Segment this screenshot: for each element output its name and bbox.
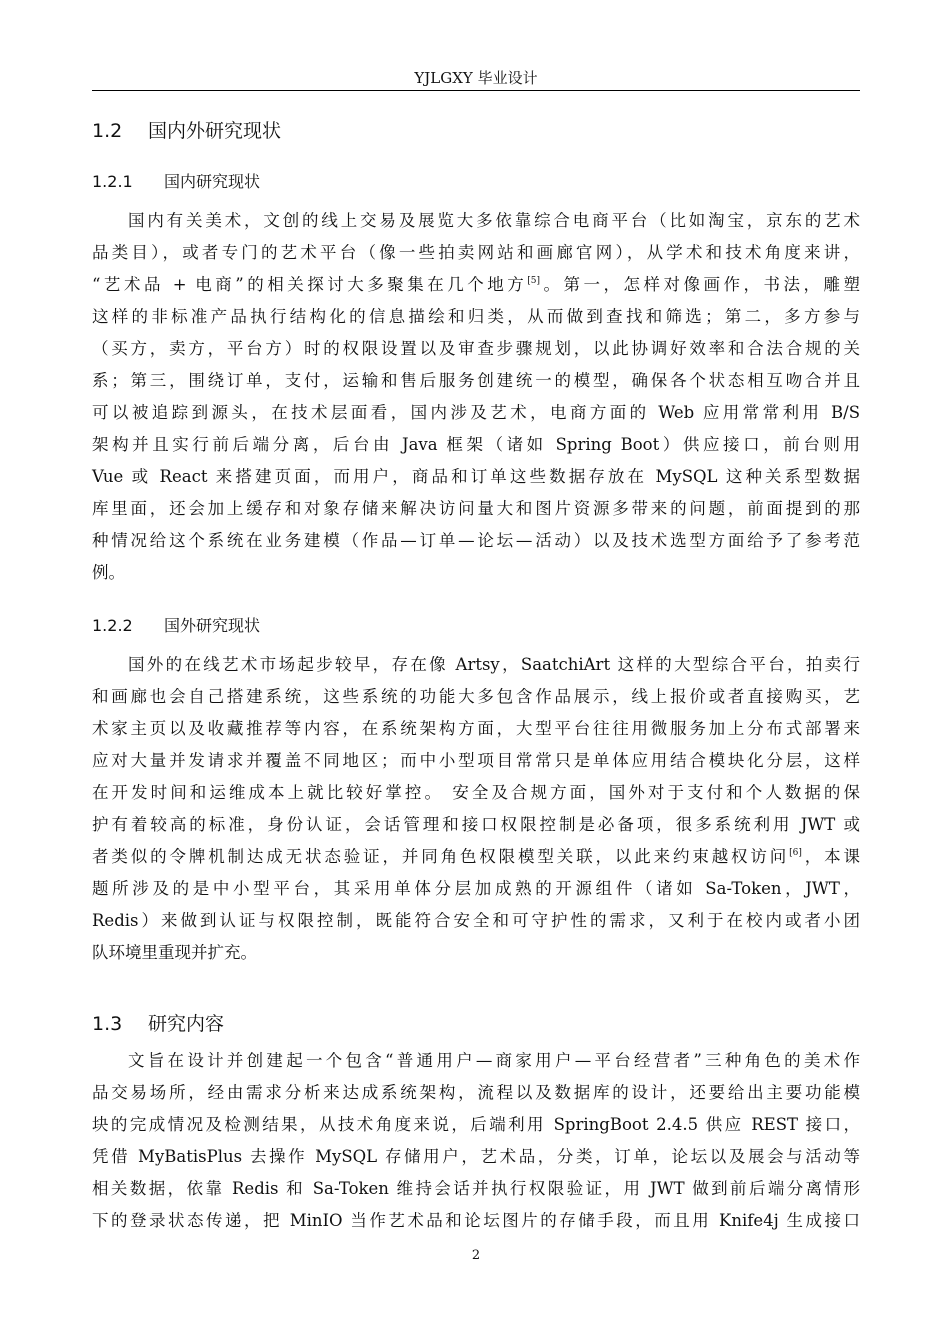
- text-line: 应对大量并发请求并覆盖不同地区；而中小型项目常常只是单体应用结合模块化分层，这样: [92, 751, 860, 770]
- running-header: YJLGXY 毕业设计: [414, 69, 538, 87]
- header-rule: [92, 90, 860, 91]
- subsection-heading-1-2-1: [92, 171, 260, 193]
- text-line: 系；第三，围绕订单，支付，运输和售后服务创建统一的模型，确保各个状态相互吻合并且: [92, 371, 860, 390]
- section-number: 1.3: [92, 1013, 123, 1035]
- text-line: 品类目），或者专门的艺术平台（像一些拍卖网站和画廊官网），从学术和技术角度来讲，: [92, 243, 860, 262]
- section-heading-1-3: [92, 1011, 224, 1037]
- subsection-number: 1.2.1: [92, 172, 133, 191]
- text-line: （买方，卖方，平台方）时的权限设置以及审查步骤规划，以此协调好效率和合法合规的关: [92, 339, 860, 358]
- text-line: 文旨在设计并创建起一个包含“普通用户—商家用户—平台经营者”三种角色的美术作: [128, 1051, 860, 1070]
- text-line: 相关数据，依靠 Redis 和 Sa-Token 维持会话并执行权限验证，用 JWT 做到前后端分离情形: [92, 1179, 860, 1198]
- subsection-title: 国内研究现状: [164, 172, 261, 191]
- text-line: 国内有关美术，文创的线上交易及展览大多依靠综合电商平台（比如淘宝，京东的艺术: [128, 211, 860, 230]
- text-line: 队环境里重现并扩充。: [92, 943, 257, 962]
- text-line: 下的登录状态传递，把 MinIO 当作艺术品和论坛图片的存储手段，而且用 Knife4j 生成接口: [92, 1211, 860, 1230]
- text-segment: 。第一，怎样对像画作，书法，雕塑: [539, 275, 861, 294]
- text-line: 术家主页以及收藏推荐等内容，在系统架构方面，大型平台往往用微服务加上分布式部署来: [92, 719, 860, 738]
- subsection-heading-1-2-2: [92, 615, 260, 637]
- text-line: Vue 或 React 来搭建页面，而用户，商品和订单这些数据存放在 MySQL 这种关系型数据: [92, 467, 860, 486]
- text-line: 这样的非标准产品执行结构化的信息描绘和归类，从而做到查找和筛选；第二，多方参与: [92, 307, 860, 326]
- subsection-title: 国外研究现状: [164, 616, 261, 635]
- text-line: 题所涉及的是中小型平台，其采用单体分层加成熟的开源组件（诸如 Sa-Token，JWT，: [92, 879, 860, 898]
- text-line: [92, 841, 860, 873]
- text-line: 种情况给这个系统在业务建模（作品—订单—论坛—活动）以及技术选型方面给予了参考范: [92, 531, 860, 550]
- paragraph-foreign-research: [92, 649, 860, 969]
- paragraph-research-content: [92, 1045, 860, 1237]
- subsection-number: 1.2.2: [92, 616, 133, 635]
- text-line: 架构并且实行前后端分离，后台由 Java 框架（诸如 Spring Boot）供应接口，前台则用: [92, 435, 860, 454]
- section-title: 研究内容: [148, 1013, 225, 1035]
- text-line: 品交易场所，经由需求分析来达成系统架构，流程以及数据库的设计，还要给出主要功能模: [92, 1083, 860, 1102]
- section-title: 国内外研究现状: [148, 120, 282, 142]
- text-line: 库里面，还会加上缓存和对象存储来解决访问量大和图片资源多带来的问题，前面提到的那: [92, 499, 860, 518]
- text-line: 和画廊也会自己搭建系统，这些系统的功能大多包含作品展示，线上报价或者直接购买，艺: [92, 687, 860, 706]
- text-line: [92, 269, 860, 301]
- citation-ref: [5]: [527, 275, 540, 286]
- text-line: Redis）来做到认证与权限控制，既能符合安全和可守护性的需求，又利于在校内或者小团: [92, 911, 860, 930]
- text-line: 凭借 MyBatisPlus 去操作 MySQL 存储用户，艺术品，分类，订单，论坛以及展会与活动等: [92, 1147, 860, 1166]
- text-segment: 者类似的令牌机制达成无状态验证，并同角色权限模型关联，以此来约束越权访问: [92, 847, 790, 866]
- text-line: 可以被追踪到源头，在技术层面看，国内涉及艺术，电商方面的 Web 应用常常利用 B/S: [92, 403, 860, 422]
- text-line: 国外的在线艺术市场起步较早，存在像 Artsy，SaatchiArt 这样的大型综合平台，拍卖行: [128, 655, 860, 674]
- text-line: 护有着较高的标准，身份认证，会话管理和接口权限控制是必备项，很多系统利用 JWT 或: [92, 815, 860, 834]
- text-line: 例。: [92, 563, 125, 582]
- citation-ref: [6]: [789, 847, 802, 858]
- section-number: 1.2: [92, 120, 123, 142]
- text-line: 块的完成情况及检测结果，从技术角度来说，后端利用 SpringBoot 2.4.5 供应 REST 接口，: [92, 1115, 860, 1134]
- text-segment: “艺术品 + 电商”的相关探讨大多聚集在几个地方: [92, 275, 528, 294]
- page-number: 2: [471, 1248, 481, 1263]
- text-segment: ，本课: [801, 847, 861, 866]
- paragraph-domestic-research: [92, 205, 860, 589]
- text-line: 在开发时间和运维成本上就比较好掌控。 安全及合规方面，国外对于支付和个人数据的保: [92, 783, 860, 802]
- section-heading-1-2: [92, 118, 281, 144]
